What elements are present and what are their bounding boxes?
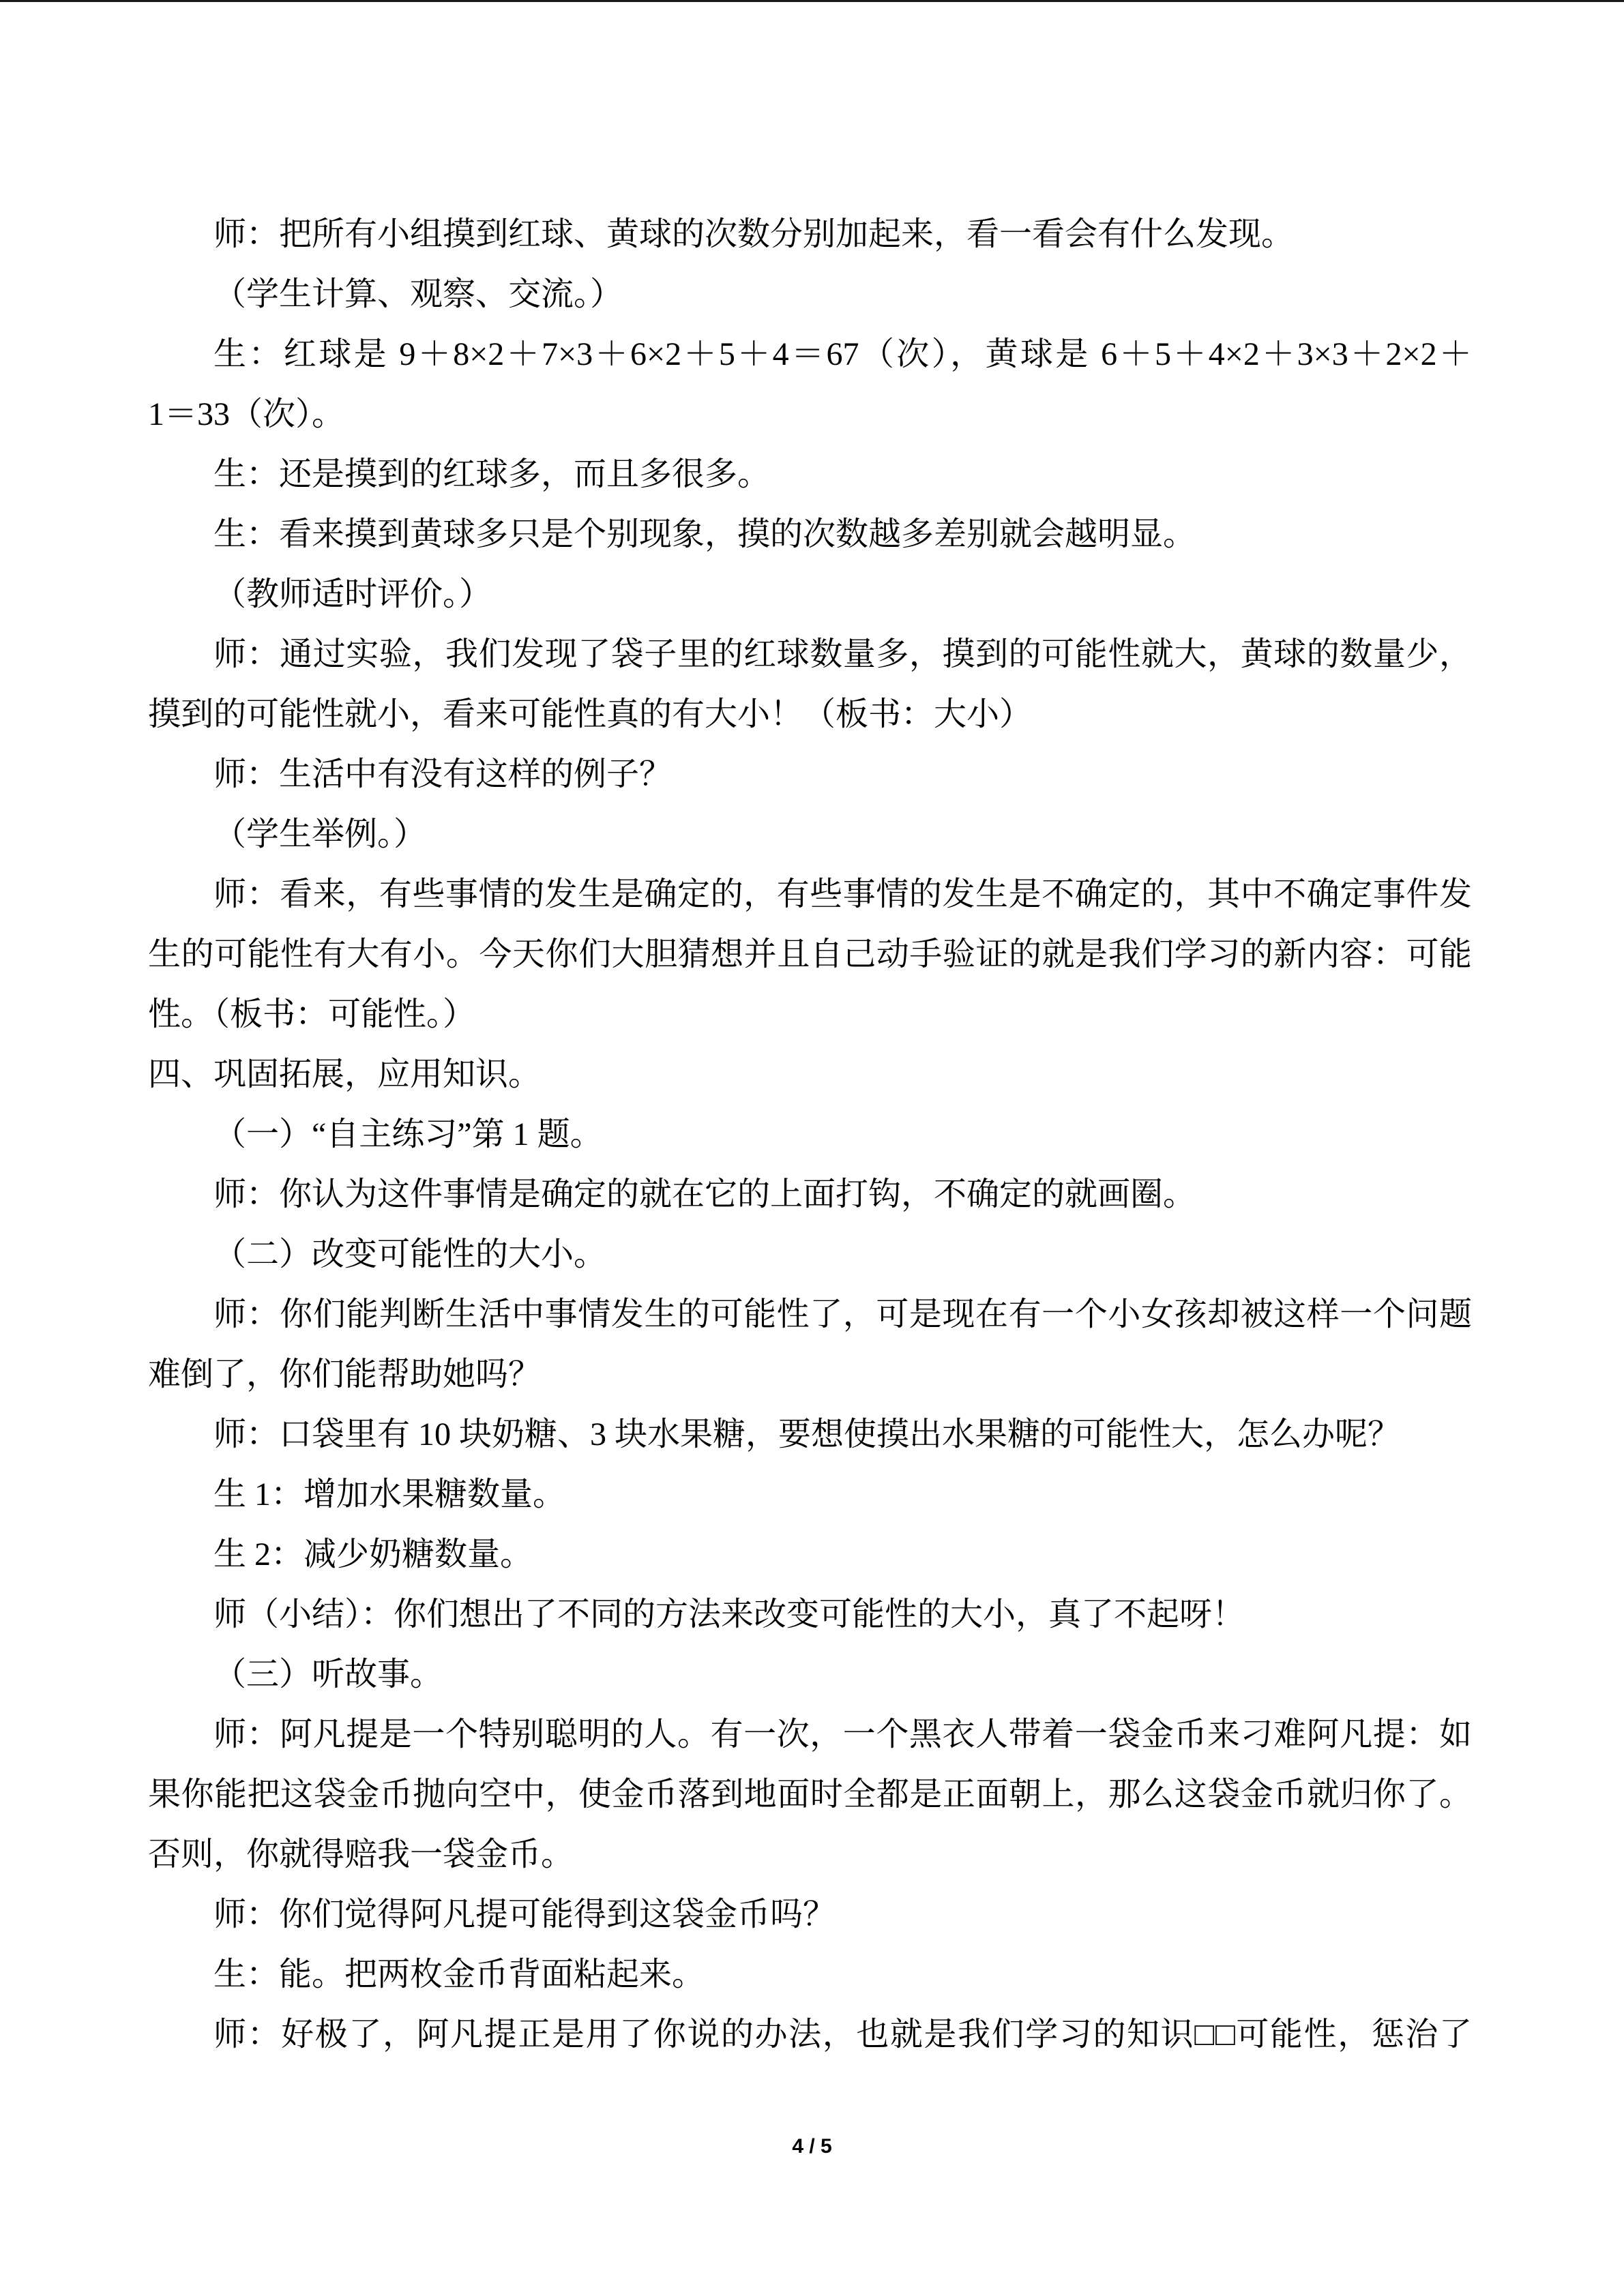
text-line: 果你能把这袋金币抛向空中，使金币落到地面时全都是正面朝上，那么这袋金币就归你了。 (148, 1776, 1472, 1813)
teacher-remark (148, 1165, 1472, 1225)
text-line: 性。（板书：可能性。） (148, 996, 476, 1032)
text-line: 师：你们觉得阿凡提可能得到这袋金币吗？ (213, 1896, 836, 1933)
text-line: 生的可能性有大有小。今天你们大胆猜想并且自己动手验证的就是我们学习的新内容：可能 (148, 936, 1472, 972)
teacher-remark (148, 2005, 1472, 2065)
text-line: 生：看来摸到黄球多只是个别现象，摸的次数越多差别就会越明显。 (213, 516, 1196, 552)
document-body (148, 205, 1472, 2065)
text-line: 生 1：增加水果糖数量。 (213, 1476, 566, 1512)
text-line: 师：你们能判断生活中事情发生的可能性了，可是现在有一个小女孩却被这样一个问题 (213, 1296, 1472, 1332)
subsection-heading (148, 1645, 1472, 1705)
teacher-remark (148, 1285, 1472, 1405)
student-answer (148, 1465, 1472, 1525)
text-line: 生：红球是 9＋8×2＋7×3＋6×2＋5＋4＝67（次），黄球是 6＋5＋4×2＋3×3＋2×2＋ (213, 336, 1472, 372)
text-line: 四、巩固拓展，应用知识。 (148, 1056, 542, 1092)
teacher-remark (148, 1405, 1472, 1465)
text-line: 1＝33（次）。 (148, 396, 345, 432)
student-answer (148, 445, 1472, 505)
teacher-remark (148, 745, 1472, 805)
page-number: 4 / 5 (792, 2135, 832, 2158)
text-line: 摸到的可能性就小，看来可能性真的有大小！（板书：大小） (148, 696, 1033, 732)
stage-direction (148, 265, 1472, 325)
top-border-line (0, 0, 1624, 2)
text-line: 师（小结）：你们想出了不同的方法来改变可能性的大小，真了不起呀！ (213, 1596, 1245, 1632)
text-line: （一）“自主练习”第 1 题。 (213, 1116, 603, 1152)
text-line: 师：阿凡提是一个特别聪明的人。有一次，一个黑衣人带着一袋金币来刁难阿凡提：如 (213, 1716, 1472, 1753)
text-line: 师：通过实验，我们发现了袋子里的红球数量多，摸到的可能性就大，黄球的数量少， (213, 636, 1472, 672)
text-line: 生：能。把两枚金币背面粘起来。 (213, 1956, 705, 1993)
teacher-summary (148, 1585, 1472, 1645)
text-line: （学生计算、观察、交流。） (213, 276, 623, 312)
text-line: （二）改变可能性的大小。 (213, 1236, 607, 1272)
section-heading (148, 1045, 1472, 1105)
subsection-heading (148, 1105, 1472, 1165)
text-line: 师：好极了，阿凡提正是用了你说的办法，也就是我们学习的知识□□可能性，惩治了 (213, 2016, 1472, 2053)
text-line: （三）听故事。 (213, 1656, 443, 1693)
student-answer (148, 1945, 1472, 2005)
teacher-remark (148, 865, 1472, 1045)
student-answer (148, 325, 1472, 445)
text-line: 难倒了，你们能帮助她吗？ (148, 1356, 542, 1392)
student-answer (148, 1525, 1472, 1585)
text-line: 师：把所有小组摸到红球、黄球的次数分别加起来，看一看会有什么发现。 (213, 216, 1295, 252)
text-line: 师：看来，有些事情的发生是确定的，有些事情的发生是不确定的，其中不确定事件发 (213, 876, 1472, 912)
text-line: 师：口袋里有 10 块奶糖、3 块水果糖，要想使摸出水果糖的可能性大，怎么办呢？ (213, 1416, 1401, 1452)
teacher-remark (148, 1885, 1472, 1945)
text-line: 否则，你就得赔我一袋金币。 (148, 1836, 574, 1873)
text-line: （学生举例。） (213, 816, 427, 852)
subsection-heading (148, 1225, 1472, 1285)
text-line: 生：还是摸到的红球多，而且多很多。 (213, 456, 771, 492)
stage-direction (148, 565, 1472, 625)
student-answer (148, 505, 1472, 565)
teacher-remark (148, 1705, 1472, 1885)
teacher-remark (148, 625, 1472, 745)
text-line: 师：生活中有没有这样的例子？ (213, 756, 673, 792)
text-line: 师：你认为这件事情是确定的就在它的上面打钩，不确定的就画圈。 (213, 1176, 1196, 1212)
text-line: 生 2：减少奶糖数量。 (213, 1536, 533, 1572)
teacher-remark (148, 205, 1472, 265)
stage-direction (148, 805, 1472, 865)
text-line: （教师适时评价。） (213, 576, 492, 612)
